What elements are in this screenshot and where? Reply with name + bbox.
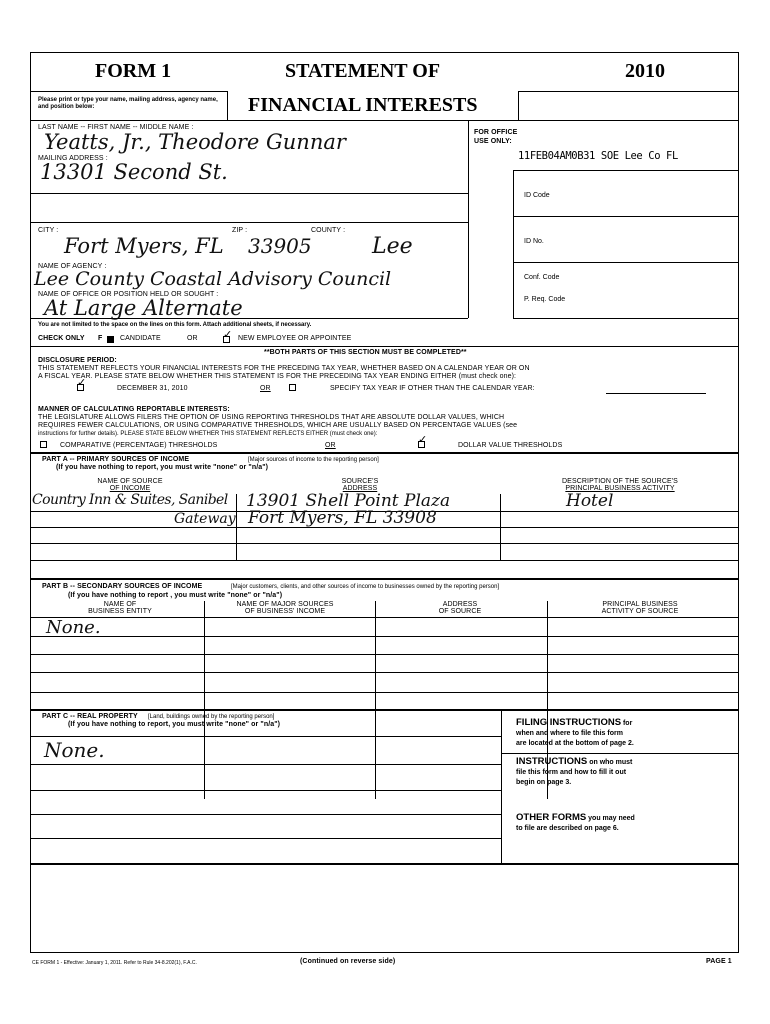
part-a-subtitle: (If you have nothing to report, you must write "none" or "n/a") — [56, 464, 269, 471]
part-a-row2-address: Fort Myers, FL 33908 — [248, 508, 437, 528]
disclosure-period-text-2: A FISCAL YEAR. PLEASE STATE BELOW WHETHER THIS STATEMENT IS FOR THE PRECEDING TAX YEAR ENDING EITHER (must check one): — [38, 373, 517, 380]
p-req-code-label: P. Req. Code — [524, 296, 566, 303]
manner-text-1: THE LEGISLATURE ALLOWS FILERS THE OPTION OF USING REPORTING THRESHOLDS THAT ARE ABSOLUTE DOLLAR VALUES, WHICH — [38, 414, 505, 421]
part-b-col-activity: PRINCIPAL BUSINESS ACTIVITY OF SOURCE — [601, 601, 679, 615]
county-label: COUNTY : — [311, 227, 346, 234]
disclosure-banner: **BOTH PARTS OF THIS SECTION MUST BE COMPLETED** — [264, 349, 467, 356]
dec31-label: DECEMBER 31, 2010 — [117, 385, 188, 392]
part-a-row1-name: Country Inn & Suites, Sanibel — [32, 492, 228, 508]
part-b-col-entity: NAME OF BUSINESS ENTITY — [88, 601, 152, 615]
part-b-title: PART B -- SECONDARY SOURCES OF INCOME — [42, 583, 203, 590]
office-use-label: FOR OFFICE USE ONLY: — [474, 129, 518, 145]
comparative-checkbox[interactable] — [40, 441, 47, 448]
part-a-col-address: SOURCE'S ADDRESS — [341, 478, 379, 492]
new-employee-label: NEW EMPLOYEE OR APPOINTEE — [238, 335, 352, 342]
received-stamp: 11FEB04AM0B31 SOE Lee Co FL — [518, 150, 678, 162]
comparative-label: COMPARATIVE (PERCENTAGE) THRESHOLDS — [60, 442, 218, 449]
header-divider — [31, 91, 227, 92]
part-a-row1-description: Hotel — [566, 491, 614, 511]
filing-instructions-note: FILING INSTRUCTIONS for when and where to file this form are located at the bottom of page 2. — [516, 717, 634, 747]
part-a-row1-address: 13901 Shell Point Plaza — [246, 491, 451, 511]
mailing-label: MAILING ADDRESS : — [38, 155, 108, 162]
office-use-divider — [468, 120, 469, 318]
other-forms-note: OTHER FORMS you may need to file are described on page 6. — [516, 812, 635, 832]
county-value: Lee — [372, 234, 413, 259]
agency-value: Lee County Coastal Advisory Council — [34, 268, 392, 290]
dec31-checkbox[interactable] — [77, 384, 84, 391]
part-a-row2-name: Gateway — [174, 511, 236, 527]
print-instructions: Please print or type your name, mailing address, agency name, and position below: — [38, 97, 218, 110]
check-or-label: OR — [187, 335, 198, 342]
office-value: At Large Alternate — [44, 296, 243, 320]
name-label: LAST NAME -- FIRST NAME -- MIDDLE NAME : — [38, 124, 194, 131]
footer-page-number: PAGE 1 — [706, 958, 732, 965]
city-label: CITY : — [38, 227, 59, 234]
manner-text-2: REQUIRES FEWER CALCULATIONS, OR USING COMPARATIVE THRESHOLDS, WHICH ARE USUALLY BASED ON PERCENTAGE VALUES (see — [38, 422, 518, 429]
manner-title: MANNER OF CALCULATING REPORTABLE INTERESTS: — [38, 406, 230, 413]
form-year: 2010 — [625, 60, 665, 82]
disclosure-period-title: DISCLOSURE PERIOD: — [38, 357, 117, 364]
part-c-subtitle: (If you have nothing to report, you must write "none" or "n/a") — [68, 721, 281, 728]
instructions-note: INSTRUCTIONS on who must file this form and how to fill it out begin on page 3. — [516, 756, 633, 786]
conf-code-label: Conf. Code — [524, 274, 560, 281]
candidate-checkbox[interactable] — [107, 336, 114, 343]
footer-form-reference: CE FORM 1 - Effective: January 1, 2011. Refer to Rule 34-8.202(1), F.A.C. — [32, 960, 197, 966]
specify-tax-year-label: SPECIFY TAX YEAR IF OTHER THAN THE CALENDAR YEAR: — [330, 385, 535, 392]
id-code-label: ID Code — [524, 192, 550, 199]
limit-note: You are not limited to the space on the lines on this form. Attach additional sheets, if necessary. — [38, 322, 312, 328]
new-employee-checkbox[interactable] — [223, 336, 230, 343]
specify-tax-year-input[interactable] — [606, 393, 706, 394]
manner-or-label: OR — [325, 442, 336, 449]
manner-text-3: instructions for further details). PLEASE STATE BELOW WHETHER THIS STATEMENT REFLECTS EITHER (must check one): — [38, 431, 378, 437]
zip-value: 33905 — [248, 234, 312, 258]
part-c-title: PART C -- REAL PROPERTY — [42, 713, 138, 720]
agency-label: NAME OF AGENCY : — [38, 263, 107, 270]
name-value: Yeatts, Jr., Theodore Gunnar — [44, 130, 346, 154]
dollar-checkbox[interactable] — [418, 441, 425, 448]
period-or-label: OR — [260, 385, 271, 392]
specify-tax-year-checkbox[interactable] — [289, 384, 296, 391]
part-b-row1-entity: None. — [46, 617, 101, 638]
part-a-title: PART A -- PRIMARY SOURCES OF INCOME — [42, 456, 190, 463]
form-number: FORM 1 — [95, 60, 172, 82]
part-b-col-sources: NAME OF MAJOR SOURCES OF BUSINESS' INCOME — [236, 601, 334, 615]
part-c-row1: None. — [44, 738, 105, 762]
id-no-label: ID No. — [524, 238, 544, 245]
zip-label: ZIP : — [232, 227, 248, 234]
part-c-title-note: [Land, buildings owned by the reporting person] — [148, 714, 275, 720]
part-a-col-name: NAME OF SOURCE OF INCOME — [97, 478, 163, 492]
part-b-title-note: [Major customers, clients, and other sources of income to businesses owned by the reporting person] — [231, 584, 500, 590]
part-b-col-address: ADDRESS OF SOURCE — [438, 601, 482, 615]
disclosure-period-text-1: THIS STATEMENT REFLECTS YOUR FINANCIAL INTERESTS FOR THE PRECEDING TAX YEAR, WHETHER BASED ON A CALENDAR YEAR OR ON — [38, 365, 530, 372]
office-label: NAME OF OFFICE OR POSITION HELD OR SOUGHT : — [38, 291, 219, 298]
footer-continued: (Continued on reverse side) — [300, 958, 396, 965]
city-value: Fort Myers, FL — [64, 234, 224, 258]
part-a-title-note: [Major sources of income to the reporting person] — [248, 457, 379, 463]
title-line-1: STATEMENT OF — [285, 60, 441, 82]
mailing-value: 13301 Second St. — [40, 160, 228, 184]
candidate-label: CANDIDATE — [120, 335, 161, 342]
part-b-subtitle: (If you have nothing to report , you must write "none" or "n/a") — [68, 592, 283, 599]
dollar-label: DOLLAR VALUE THRESHOLDS — [458, 442, 563, 449]
check-only-label: CHECK ONLY — [38, 335, 85, 342]
title-line-2: FINANCIAL INTERESTS — [248, 94, 478, 116]
part-a-col-description: DESCRIPTION OF THE SOURCE'S PRINCIPAL BUSINESS ACTIVITY — [562, 478, 678, 492]
